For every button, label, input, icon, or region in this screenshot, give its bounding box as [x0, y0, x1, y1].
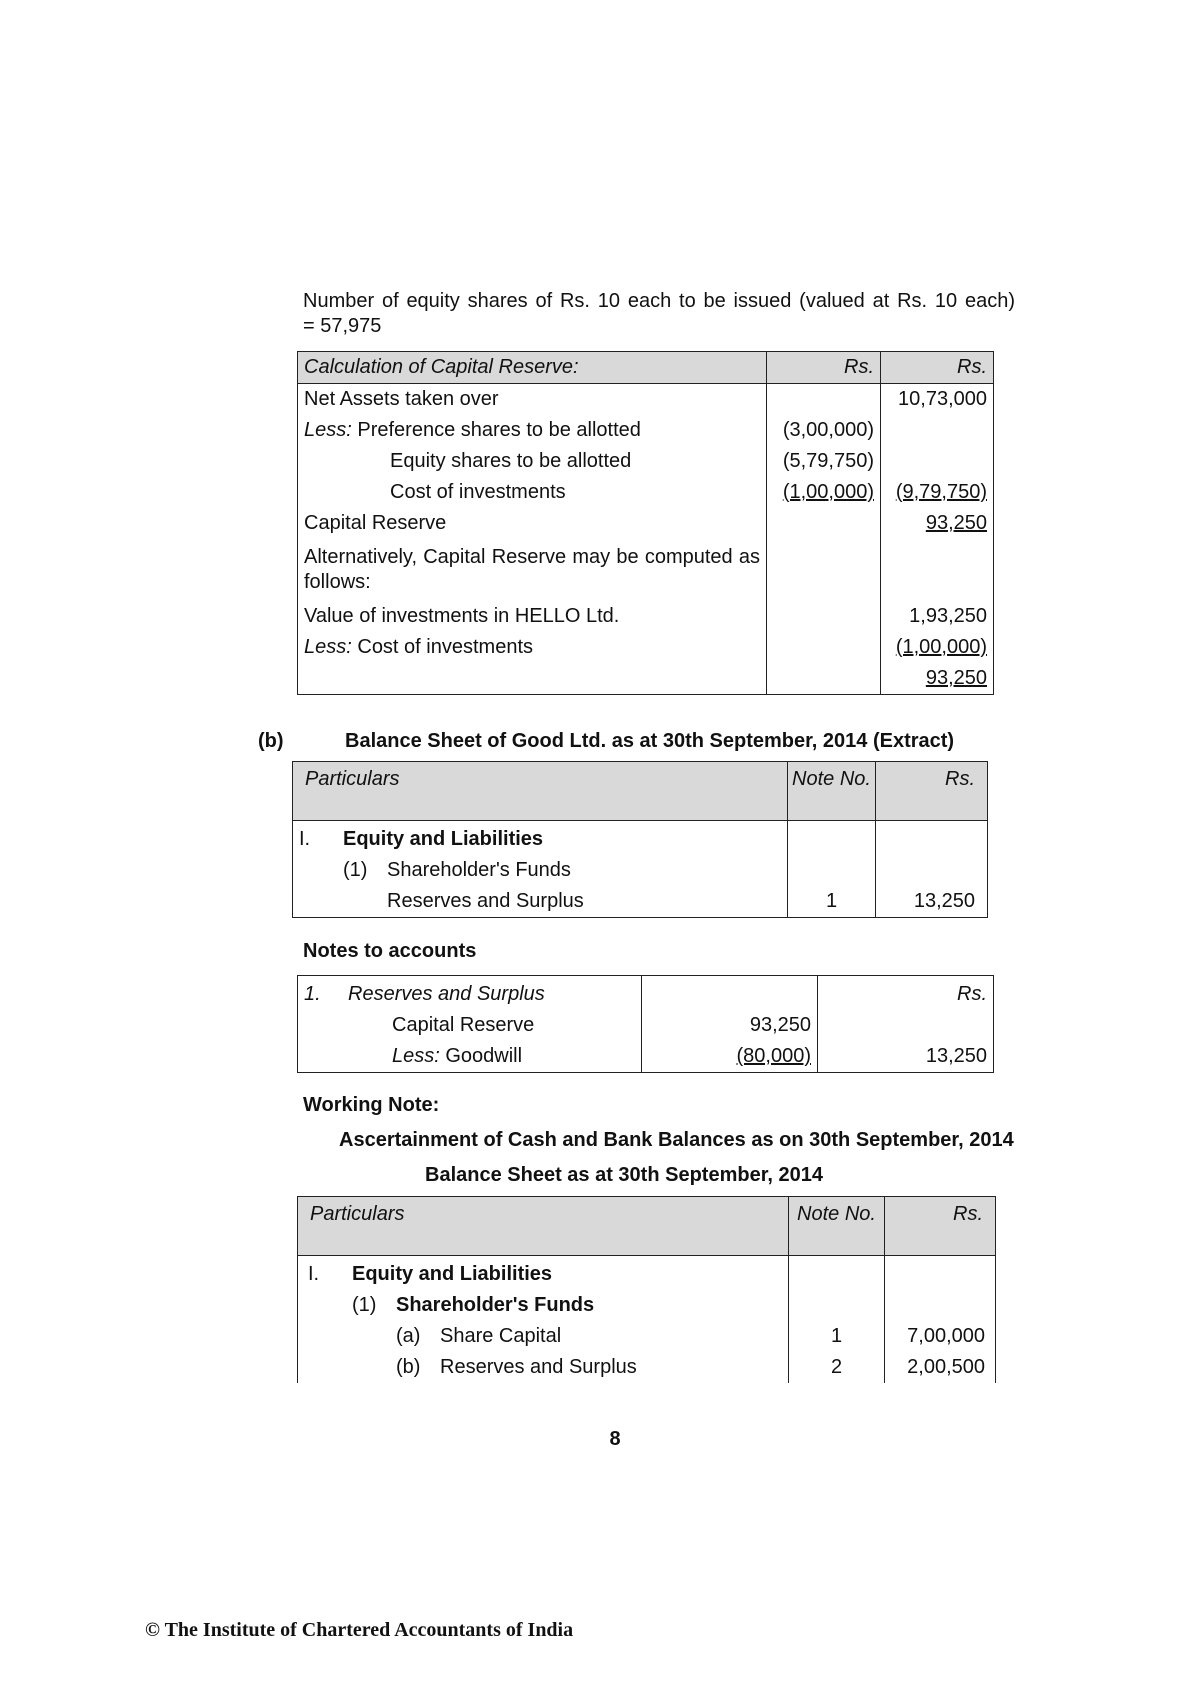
row-amount-1	[642, 1041, 818, 1073]
row-number: 1.	[304, 983, 321, 1005]
table-row	[298, 1352, 996, 1383]
table-row	[298, 1010, 994, 1041]
row-amount-1	[767, 632, 881, 663]
row-amount-2	[881, 632, 994, 663]
row-amount-1: (3,00,000)	[767, 415, 881, 446]
row-amount	[876, 821, 988, 856]
row-text: Reserves and Surplus	[440, 1356, 637, 1378]
row-amount-2: Rs.	[818, 976, 994, 1011]
table-row	[293, 886, 988, 918]
row-text: Equity and Liabilities	[352, 1263, 553, 1285]
page-number: 8	[609, 1428, 621, 1450]
row-number: I.	[308, 1263, 320, 1285]
footer-copyright: © The Institute of Chartered Accountants of India	[145, 1619, 574, 1641]
row-amount	[885, 1290, 996, 1321]
row-amount: 2,00,500	[885, 1352, 996, 1383]
table-row	[293, 821, 988, 856]
row-label	[298, 1321, 789, 1352]
row-label	[293, 821, 788, 856]
table-header-row	[298, 352, 994, 384]
row-label: Cost of investments	[298, 477, 767, 508]
working-note-subtitle: Ascertainment of Cash and Bank Balances as on 30th September, 2014	[339, 1129, 1014, 1151]
table-row	[298, 976, 994, 1011]
notes-title: Notes to accounts	[303, 940, 477, 962]
amount-value: (80,000)	[736, 1045, 811, 1067]
row-amount-2	[818, 1010, 994, 1041]
row-label: Value of investments in HELLO Ltd.	[298, 598, 767, 632]
row-amount-1	[767, 477, 881, 508]
row-label	[298, 1041, 642, 1073]
table-row	[298, 598, 994, 632]
row-amount-1	[767, 598, 881, 632]
table-row	[298, 1290, 996, 1321]
row-number: (1)	[352, 1294, 377, 1316]
less-label: Less:	[304, 636, 352, 658]
row-label: Capital Reserve	[298, 508, 767, 539]
header-rs: Rs.	[885, 1197, 996, 1256]
row-label	[298, 1290, 789, 1321]
working-note-title: Working Note:	[303, 1094, 440, 1116]
table-row	[298, 539, 994, 598]
row-label	[298, 1256, 789, 1291]
row-label	[293, 855, 788, 886]
header-label: Calculation of Capital Reserve:	[298, 352, 767, 384]
row-label: Alternatively, Capital Reserve may be computed as follows:	[298, 539, 767, 598]
header-note-no: Note No.	[789, 1197, 885, 1256]
row-note: 1	[788, 886, 876, 918]
notes-table	[297, 975, 994, 1073]
row-amount-1	[642, 976, 818, 1011]
row-note	[789, 1290, 885, 1321]
row-text: Share Capital	[440, 1325, 562, 1347]
row-text: Cost of investments	[351, 636, 533, 658]
row-text: Shareholder's Funds	[387, 859, 571, 881]
less-label: Less:	[392, 1045, 440, 1067]
row-amount	[885, 1256, 996, 1291]
row-amount-2	[881, 508, 994, 539]
row-amount-1: (5,79,750)	[767, 446, 881, 477]
row-amount-2	[881, 663, 994, 695]
working-balance-sheet-table	[297, 1196, 996, 1383]
row-amount: 7,00,000	[885, 1321, 996, 1352]
table-header-row	[293, 762, 988, 821]
table-row	[298, 1321, 996, 1352]
row-number: (a)	[396, 1325, 421, 1347]
row-amount-1	[767, 663, 881, 695]
table-row	[298, 1041, 994, 1073]
row-number: I.	[299, 828, 311, 850]
amount-value: (1,00,000)	[895, 636, 987, 658]
table-row	[298, 477, 994, 508]
table-row	[298, 384, 994, 416]
row-label	[298, 663, 767, 695]
header-rs-2: Rs.	[881, 352, 994, 384]
row-label	[298, 632, 767, 663]
row-amount-2	[881, 446, 994, 477]
amount-value: 93,250	[925, 512, 987, 534]
row-note: 2	[789, 1352, 885, 1383]
header-rs: Rs.	[876, 762, 988, 821]
amount-value: (9,79,750)	[895, 481, 987, 503]
intro-text	[303, 289, 1015, 339]
row-amount-1	[767, 384, 881, 416]
row-amount: 13,250	[876, 886, 988, 918]
row-amount-2	[881, 477, 994, 508]
row-note	[789, 1256, 885, 1291]
row-label: Capital Reserve	[298, 1010, 642, 1041]
part-b-label: (b)	[258, 730, 284, 752]
header-particulars: Particulars	[293, 762, 788, 821]
row-amount-2: 10,73,000	[881, 384, 994, 416]
table-row	[293, 855, 988, 886]
row-amount-2	[881, 415, 994, 446]
less-label: Less:	[304, 419, 352, 441]
row-label: Net Assets taken over	[298, 384, 767, 416]
row-amount-2: 1,93,250	[881, 598, 994, 632]
table-row	[298, 663, 994, 695]
row-amount-1	[767, 539, 881, 598]
capital-reserve-table	[297, 351, 994, 695]
balance-sheet-title: Balance Sheet as at 30th September, 2014	[425, 1164, 823, 1186]
row-text: Preference shares to be allotted	[351, 419, 641, 441]
row-amount-2	[881, 539, 994, 598]
row-note: 1	[789, 1321, 885, 1352]
table-row	[298, 508, 994, 539]
row-amount-1: 93,250	[642, 1010, 818, 1041]
row-text: Equity and Liabilities	[343, 828, 544, 850]
table-row	[298, 415, 994, 446]
row-amount	[876, 855, 988, 886]
header-note-no: Note No.	[788, 762, 876, 821]
amount-value: 93,250	[925, 667, 987, 689]
row-text: Goodwill	[439, 1045, 523, 1067]
table-header-row	[298, 1197, 996, 1256]
row-note	[788, 821, 876, 856]
intro-line-2: = 57,975	[303, 315, 382, 337]
table-row	[298, 1256, 996, 1291]
row-text: Shareholder's Funds	[396, 1294, 595, 1316]
row-note	[788, 855, 876, 886]
table-row	[298, 446, 994, 477]
row-text: Reserves and Surplus	[348, 983, 545, 1005]
part-b-title: Balance Sheet of Good Ltd. as at 30th September, 2014 (Extract)	[345, 730, 955, 752]
intro-line-1: Number of equity shares of Rs. 10 each to be issued (valued at Rs. 10 each)	[303, 290, 1015, 312]
row-number: (b)	[396, 1356, 421, 1378]
header-particulars: Particulars	[298, 1197, 789, 1256]
balance-sheet-extract-table	[292, 761, 988, 918]
table-row	[298, 632, 994, 663]
row-label: Reserves and Surplus	[293, 886, 788, 918]
row-label	[298, 1352, 789, 1383]
row-label: Equity shares to be allotted	[298, 446, 767, 477]
amount-value: (1,00,000)	[782, 481, 874, 503]
row-label	[298, 415, 767, 446]
header-rs-1: Rs.	[767, 352, 881, 384]
row-amount-1	[767, 508, 881, 539]
row-amount-2: 13,250	[818, 1041, 994, 1073]
row-label	[298, 976, 642, 1011]
row-number: (1)	[343, 859, 368, 881]
